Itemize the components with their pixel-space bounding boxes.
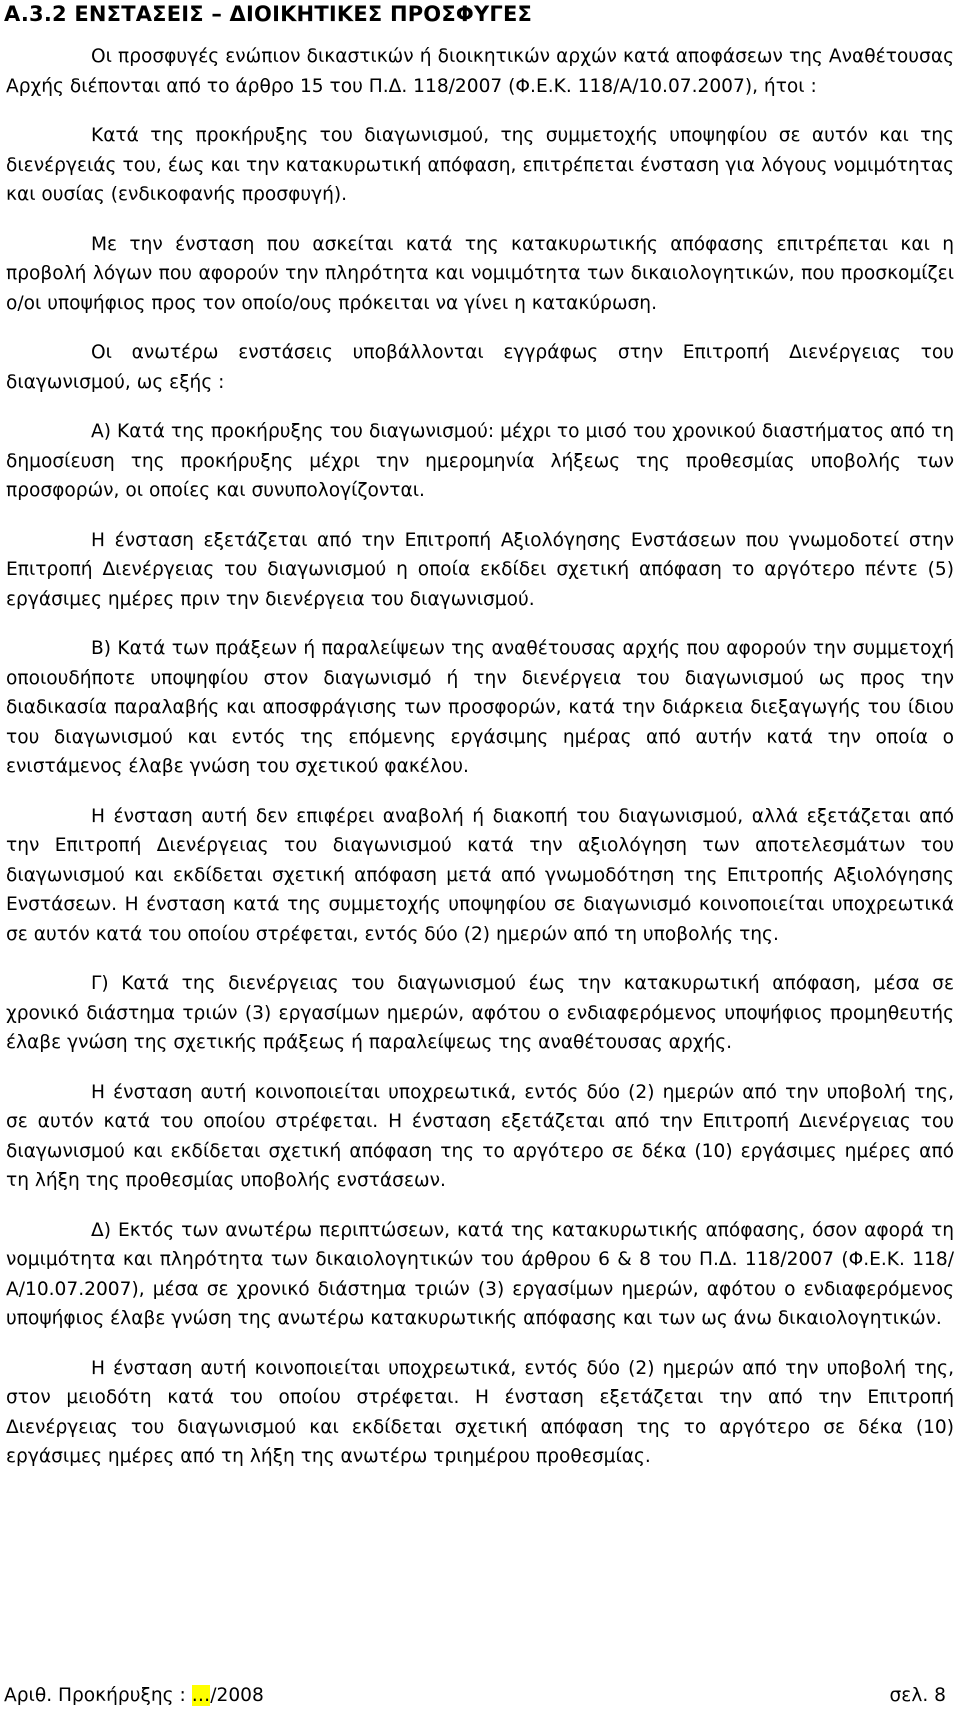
paragraph: Η ένσταση αυτή δεν επιφέρει αναβολή ή διακοπή του διαγωνισμού, αλλά εξετάζεται από την Επιτροπή Διενέργειας του διαγωνισμού κατά την αξιολόγηση των αποτελεσμάτων του διαγωνισμού και εκδίδεται σχετική απόφαση μετά από γνωμοδότηση της Επιτροπής Αξιολόγησης Ενστάσεων. Η ένσταση κατά της συμμετοχής υποψηφίου σε διαγωνισμό κοινοποιείται υποχρεωτικά σε αυτόν κατά του οποίου στρέφεται, εντός δύο (2) ημερών από τη υποβολής της. [6,805,954,945]
paragraph: Δ) Εκτός των ανωτέρω περιπτώσεων, κατά της κατακυρωτικής απόφασης, όσον αφορά τη νομιμότητα και πληρότητα των δικαιολογητικών του άρθρου 6 & 8 του Π.Δ. 118/2007 (Φ.Ε.Κ. 118/Α/10.07.2007), μέσα σε χρονικό διάστημα τριών (3) εργασίμων ημερών, αφότου ο ενδιαφερόμενος υποψήφιος έλαβε γνώση της ανωτέρω κατακυρωτικής απόφασης και των ως άνω δικαιολογητικών. [6,1219,954,1329]
paragraph: Η ένσταση εξετάζεται από την Επιτροπή Αξιολόγησης Ενστάσεων που γνωμοδοτεί στην Επιτροπή Διενέργειας του διαγωνισμού η οποία εκδίδει σχετική απόφαση το αργότερο πέντε (5) εργάσιμες ημέρες πριν την διενέργεια του διαγωνισμού. [6,529,954,610]
paragraph: Οι προσφυγές ενώπιον δικαστικών ή διοικητικών αρχών κατά αποφάσεων της Αναθέτουσας Αρχής διέπονται από το άρθρο 15 του Π.Δ. 118/2007 (Φ.Ε.Κ. 118/Α/10.07.2007), ήτοι : [6,46,954,97]
paragraph: Η ένσταση αυτή κοινοποιείται υποχρεωτικά, εντός δύο (2) ημερών από την υποβολή της, στον μειοδότη κατά του οποίου στρέφεται. Η ένσταση εξετάζεται την από την Επιτροπή Διενέργειας του διαγωνισμού και εκδίδεται σχετική απόφαση της το αργότερο σε δέκα (10) εργάσιμες ημέρες από τη λήξη της ανωτέρω τριημέρου προθεσμίας. [6,1357,954,1467]
paragraph: Οι ανωτέρω ενστάσεις υποβάλλονται εγγράφως στην Επιτροπή Διενέργειας του διαγωνισμού, ως εξής : [6,342,954,393]
paragraph: Η ένσταση αυτή κοινοποιείται υποχρεωτικά, εντός δύο (2) ημερών από την υποβολή της, σε αυτόν κατά του οποίου στρέφεται. Η ένσταση εξετάζεται από την Επιτροπή Διενέργειας του διαγωνισμού και εκδίδεται σχετική απόφαση της το αργότερο σε δέκα (10) εργάσιμες ημέρες από τη λήξη της προθεσμίας υποβολής ενστάσεων. [6,1081,954,1191]
footer-year: /2008 [210,1685,264,1706]
paragraph: Με την ένσταση που ασκείται κατά της κατακυρωτικής απόφασης επιτρέπεται και η προβολή λόγων που αφορούν την πληρότητα και νομιμότητα των δικαιολογητικών, που προσκομίζει ο/οι υποψήφιος προς τον οποίο/ους πρόκειται να γίνει η κατακύρωση. [6,233,954,314]
paragraph: Α) Κατά της προκήρυξης του διαγωνισμού: μέχρι το μισό του χρονικού διαστήματος από τη δημοσίευση της προκήρυξης μέχρι την ημερομηνία λήξεως της προθεσμίας υποβολής των προσφορών, οι οποίες και συνυπολογίζονται. [6,421,954,501]
paragraph: Β) Κατά των πράξεων ή παραλείψεων της αναθέτουσας αρχής που αφορούν την συμμετοχή οποιουδήποτε υποψηφίου στον διαγωνισμό ή την διενέργεια του διαγωνισμού ως προς την διαδικασία παραλαβής και αποσφράγισης των προσφορών, κατά την διάρκεια διεξαγωγής του ίδιου του διαγωνισμού και εντός της επόμενης εργάσιμης ημέρας από αυτήν κατά την οποία ο ενιστάμενος έλαβε γνώση του σχετικού φακέλου. [6,638,954,777]
footer-label: Αριθ. Προκήρυξης : [4,1685,192,1706]
section-heading: A.3.2 ΕΝΣΤΑΣΕΙΣ – ΔΙΟΙΚΗΤΙΚΕΣ ΠΡΟΣΦΥΓΕΣ [4,2,533,26]
notice-number-placeholder: … [191,1685,211,1706]
document-body [6,42,954,1472]
page-number: σελ. 8 [889,1685,946,1706]
footer-notice-number [4,1682,264,1710]
paragraph: Γ) Κατά της διενέργειας του διαγωνισμού έως την κατακυρωτική απόφαση, μέσα σε χρονικό διάστημα τριών (3) εργασίμων ημερών, αφότου ο ενδιαφερόμενος υποψήφιος προμηθευτής έλαβε γνώση της σχετικής πράξεως ή παραλείψεως της αναθέτουσας αρχής. [6,973,954,1053]
paragraph: Κατά της προκήρυξης του διαγωνισμού, της συμμετοχής υποψηφίου σε αυτόν και της διενέργειάς του, έως και την κατακυρωτική απόφαση, επιτρέπεται ένσταση για λόγους νομιμότητας και ουσίας (ενδικοφανής προσφυγή). [6,125,954,205]
